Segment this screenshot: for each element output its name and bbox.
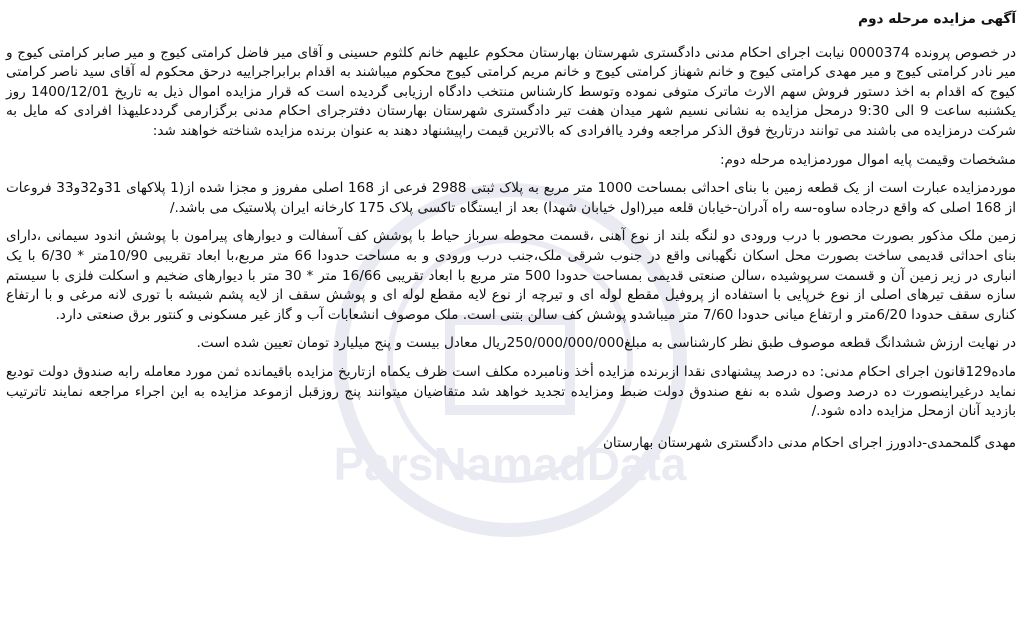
specs-heading: مشخصات وقیمت پایه اموال موردمزایده مرحله دوم:: [719, 151, 1016, 168]
watermark-text: ParsNamadData: [333, 438, 687, 490]
property-details: زمین ملک مذکور بصورت محصور با درب ورودی دو لنگه بلند از نوع آهنی ،قسمت محوطه سرباز حیاط با پوشش کف آسفالت و دیوارهای پیرامون با پوشش اندود سیمانی ،دارای بنای احداثی قدیمی ساخت بصورت محل اسکان نگهبانی واقع در جنوب شرقی ملک،جنب درب ورودی و به مساحت حدودا 66 متر مربع،با ابعاد تقریبی 10/90متر * 6/30 با یک انباری در زیر زمین آن و قسمت سرپوشیده ،سالن صنعتی قدیمی بمساحت حدودا 500 متر مربع با ابعاد تقریبی 16/66 متر * 30 متر با دیوارهای ضخیم و اسکلت فلزی با سیستم سازه سقف تیرهای اصلی از نوع خرپایی با استفاده از پروفیل مقطع لوله ای و تیرچه از نوع لایه مقطع لوله ای و پوشش سقف از لایه پشم شیشه با توری لانه مرغی و با ارتفاع کناری سقف حدودا 6/20متر و ارتفاع میانی حدودا 7/60 متر میباشدو پوشش کف سالن بتنی است. ملک موصوف انشعابات آب و گاز غیر مسکونی و کنتور برق صنعتی دارد.: [6, 228, 1016, 323]
article-129-paragraph: ماده129قانون اجرای احکام مدنی: ده درصد پیشنهادی نقدا ازبرنده مزایده أخذ ونامبرده مکلف است ظرف یکماه ازتاریخ مزایده باقیمانده ثمن مورد معامله رابه صندوق دولت تودیع نماید درغیراینصورت ده درصد وصول شده به نفع صندوق دولت ضبط ومزایده تجدید خواهد شد متقاضیان میتوانند پنج روزقبل ازموعد مزایده به این اجراء مراجعه نمایند تاترتیب بازدید آنان ازمحل مزایده داده شود./: [6, 363, 1016, 420]
intro-paragraph: در خصوص پرونده 0000374 نیابت اجرای احکام مدنی دادگستری شهرستان بهارستان محکوم علیهم خانم کلثوم حسینی و آقای میر فاضل کرامتی کیوج و میر صابر کرامتی کیوج و میر نادر کرامتی کیوج و میر مهدی کرامتی کیوج و خانم شهناز کرامتی کیوج و خانم مریم کرامتی کیوج محکوم میباشند به اقدام برابراجراییه درحق محکوم له آقای سید ناصر کرامتی کیوج که اقدام به اخذ دستور فروش سهم الارث ماترک متوفی نموده وتوسط کارشناس منتخب دادگاه ارزیابی گردیده است که قرار مزایده اموال ذیل به تاریخ 1400/12/01 روز یکشنبه ساعت 9 الی 9:30 درمحل مزایده به نشانی نسیم شهر میدان هفت تیر دادگستری شهرستان بهارستان دفترجرای احکام مدنی برگزارمی گرددعلیهذا افرادی که مایل به شرکت درمزایده می باشند می توانند درتاریخ فوق الذکر مراجعه وفرد یاافرادی که بالاترین قیمت راپیشنهاد دهند به عنوان برنده مزایده شناخته خواهند شد:: [6, 44, 1017, 139]
valuation-paragraph: در نهایت ارزش ششدانگ قطعه موصوف طبق نظر کارشناسی به مبلغ250/000/000/000ریال معادل بیست و پنج میلیارد تومان تعیین شده است.: [196, 335, 1016, 352]
property-description: موردمزایده عبارت است از یک قطعه زمین با بنای احداثی بمساحت 1000 متر مربع به پلاک ثبتی 2988 فرعی از 168 اصلی مفروز و مجزا شده از(1 پلاکهای 31و32و33 فروعات از 168 اصلی که واقع درجاده ساوه-سه راه آدران-خیابان قلعه میر(اول خیابان شهدا) بعد از ایستگاه تاکسی پلاک 175 کارخانه ایران پلاستیک می باشد./: [6, 180, 1017, 216]
notice-title: آگهی مزایده مرحله دوم: [858, 11, 1016, 27]
auction-notice: [6, 10, 1016, 453]
signature-line: مهدی گلمحمدی-دادورز اجرای احکام مدنی دادگستری شهرستان بهارستان: [602, 434, 1016, 451]
